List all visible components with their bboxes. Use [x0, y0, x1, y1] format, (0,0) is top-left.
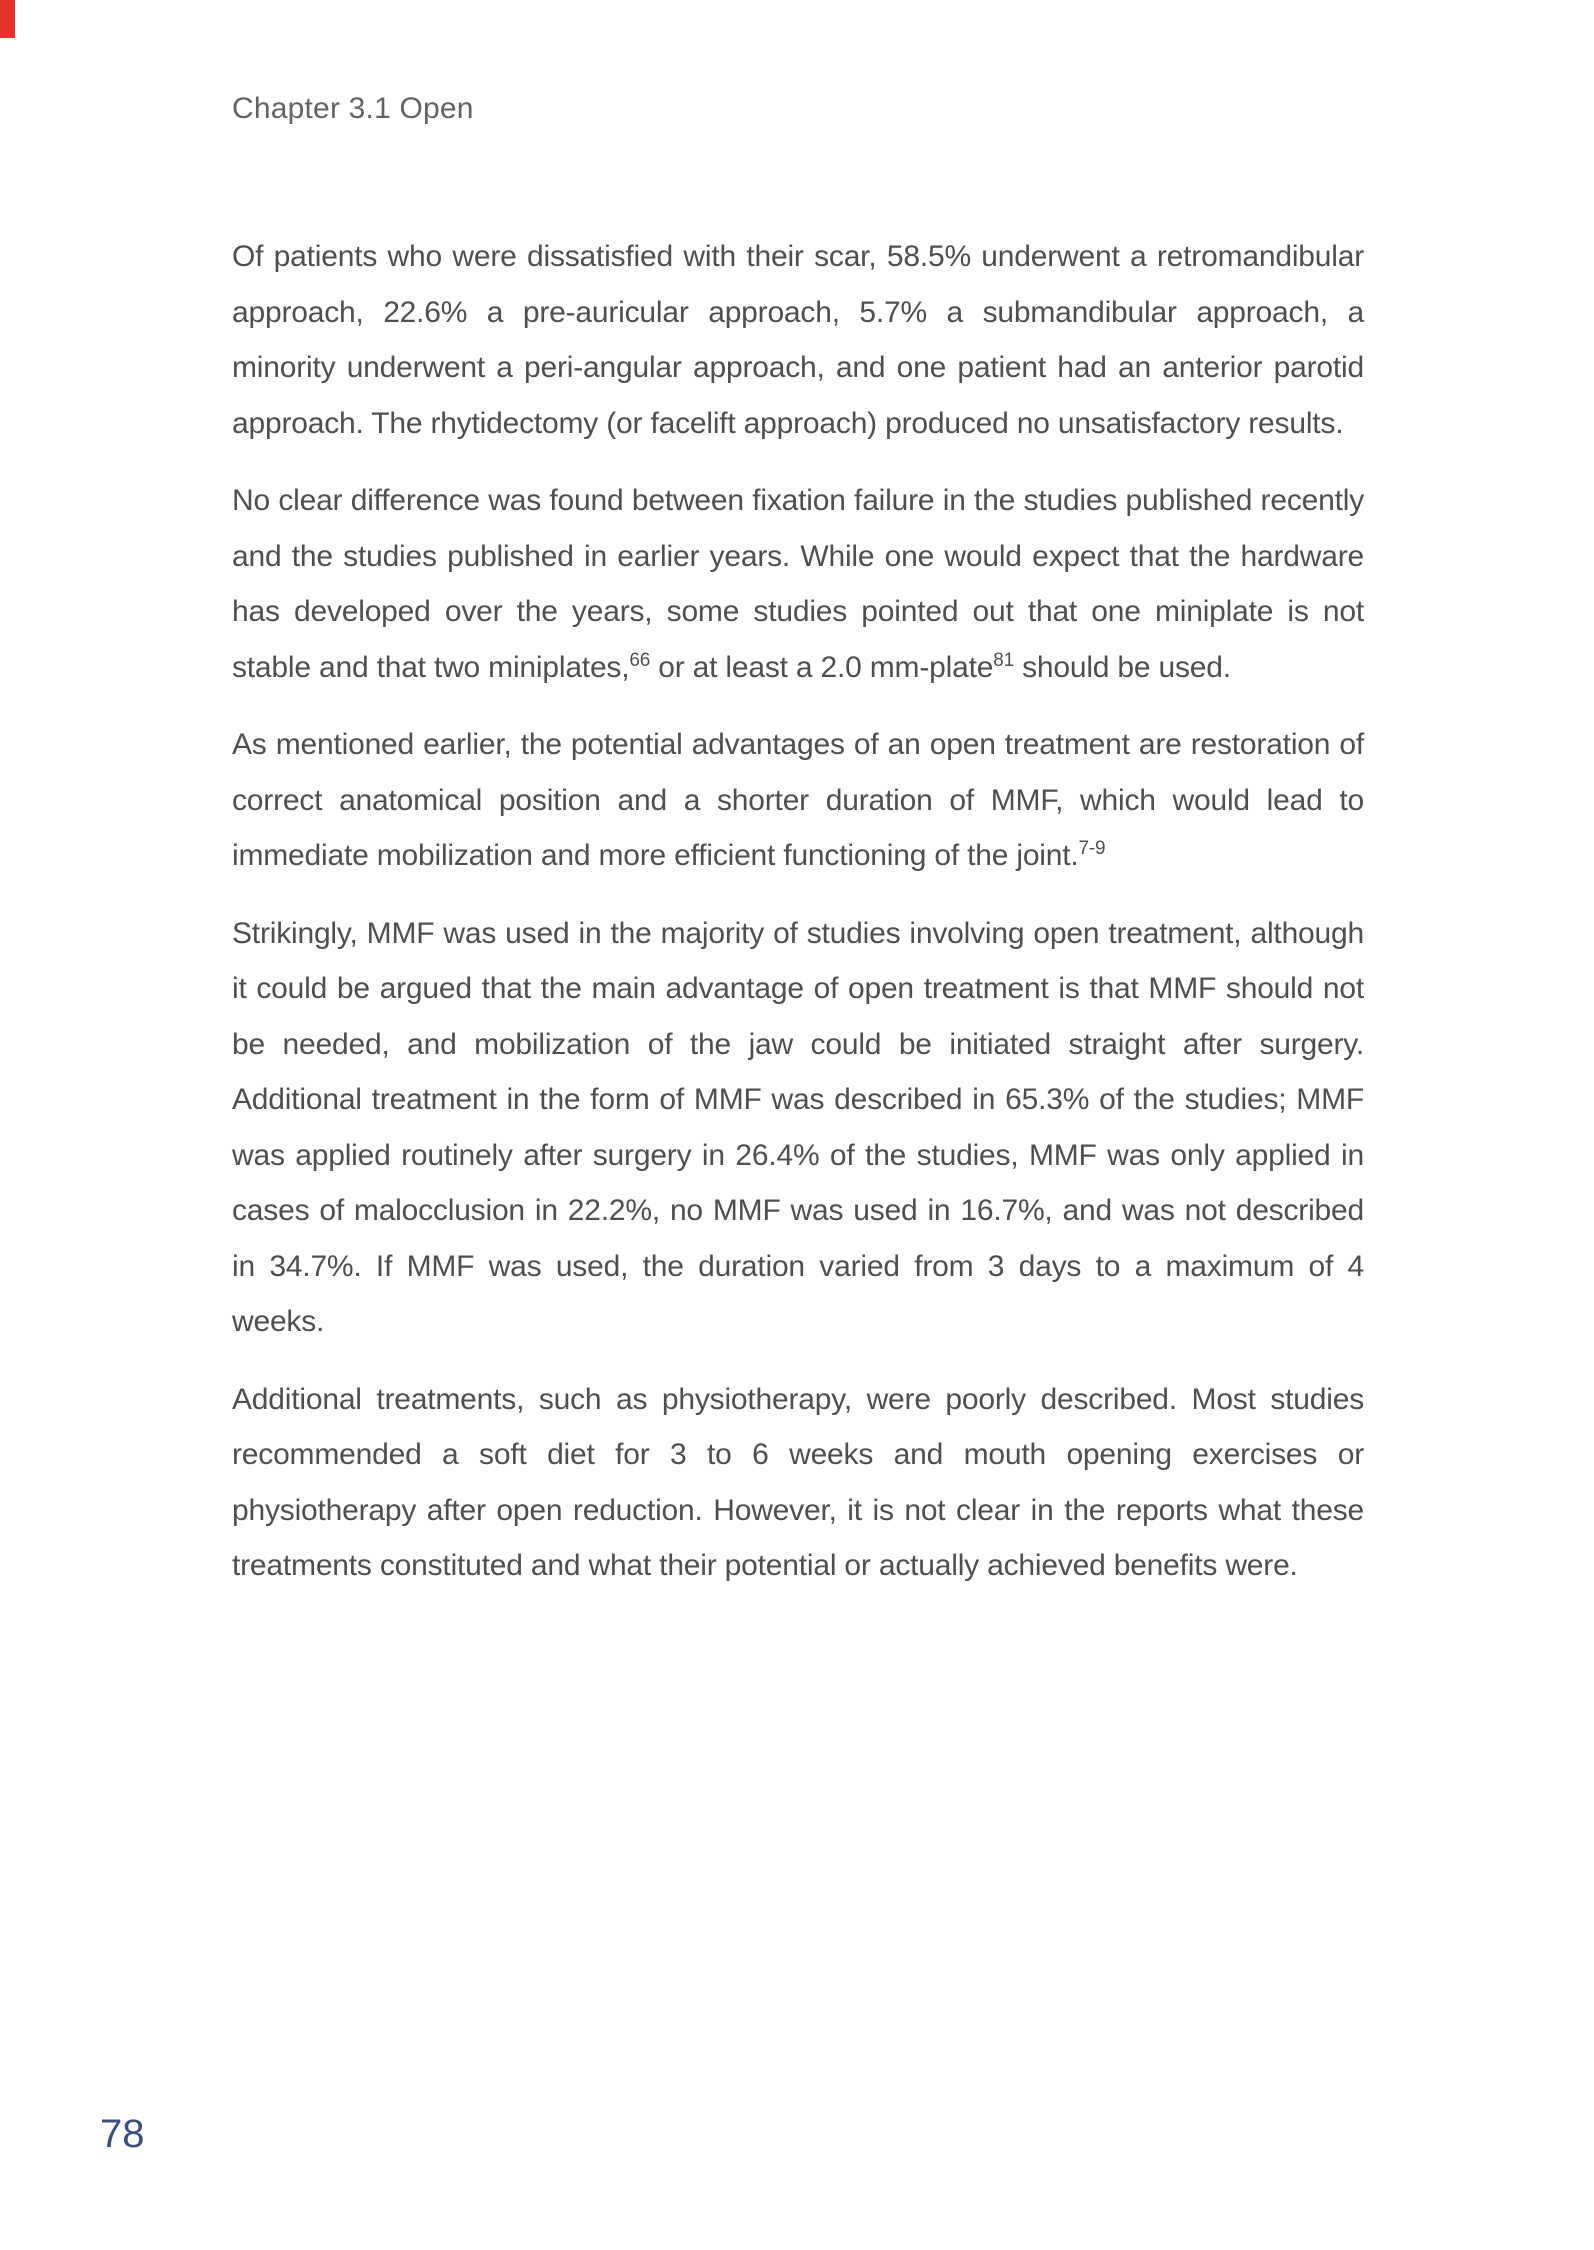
running-header: Chapter 3.1 Open [232, 92, 474, 125]
page-number: 78 [100, 2112, 145, 2156]
red-corner-mark [0, 0, 15, 38]
reference-superscript: 81 [993, 649, 1014, 671]
reference-superscript: 7-9 [1078, 838, 1106, 859]
paragraph: As mentioned earlier, the potential advantages of an open treatment are restoration of correct anatomical position and a shorter duration of MMF, which would lead to immediate mobilization and more efficient functioning of the joint.$^{7-9}$ [232, 728, 1364, 872]
paragraph: Strikingly, MMF was used in the majority of studies involving open treatment, although it could be argued that the main advantage of open treatment is that MMF should not be needed, and mobilization of the jaw could be initiated straight after surgery. Additional treatment in the form of MMF was described in 65.3% of the studies; MMF was applied routinely after surgery in 26.4% of the studies, MMF was only applied in cases of malocclusion in 22.2%, no MMF was used in 16.7%, and was not described in 34.7%. If MMF was used, the duration varied from 3 days to a maximum of 4 weeks. [232, 916, 1364, 1338]
paragraph: No clear difference was found between fixation failure in the studies published recently and the studies published in earlier years. While one would expect that the hardware has developed over the years, some studies pointed out that one miniplate is not stable and that two miniplates,$^{66}$ or at least a 2.0 mm-plate$^{81}$ should be used. [232, 484, 1364, 684]
reference-superscript: 66 [629, 649, 651, 671]
paragraph: Additional treatments, such as physiotherapy, were poorly described. Most studies recommended a soft diet for 3 to 6 weeks and mouth opening exercises or physiotherapy after open reduction. However, it is not clear in the reports what these treatments constituted and what their potential or actually achieved benefits were. [232, 1382, 1364, 1582]
body-paragraphs [232, 229, 1364, 1616]
paragraph: Of patients who were dissatisfied with their scar, 58.5% underwent a retromandibular approach, 22.6% a pre-auricular approach, 5.7% a submandibular approach, a minority underwent a peri-angular approach, and one patient had an anterior parotid approach. The rhytidectomy (or facelift approach) produced no unsatisfactory results. [232, 240, 1364, 440]
